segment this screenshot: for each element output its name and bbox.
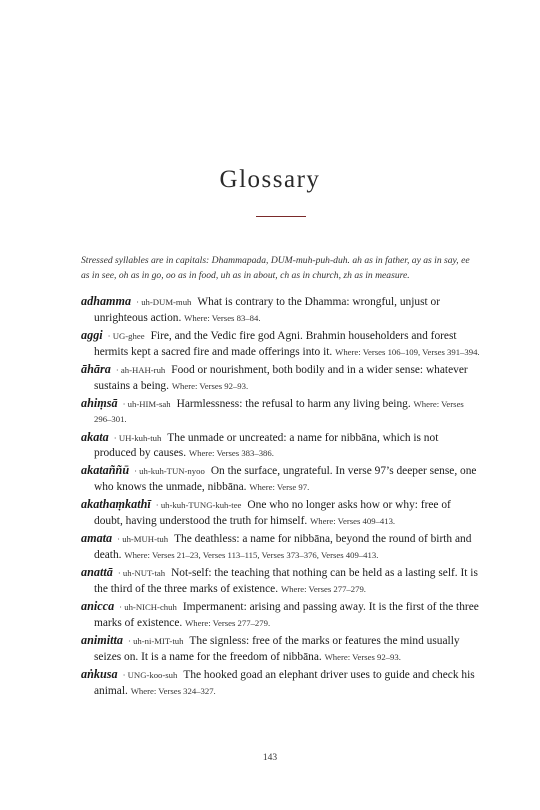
page-title: Glossary bbox=[219, 166, 321, 193]
entry-where: Where: Verses 409–413. bbox=[310, 516, 396, 527]
entry-term: aṅkusa bbox=[81, 666, 118, 681]
entry-definition: The unmade or uncreated: a name for nibbāna, which is not produced by causes. bbox=[94, 431, 439, 460]
entry-where: Where: Verses 83–84. bbox=[184, 312, 261, 323]
entry-where: Where: Verses 277–279. bbox=[185, 617, 271, 628]
page-number: 143 bbox=[262, 753, 278, 763]
entry-term: akathaṃkathī bbox=[81, 497, 151, 512]
entry-term: āhāra bbox=[81, 361, 111, 376]
entry-pronunciation: · uh-kuh-TUN-nyoo bbox=[134, 466, 205, 477]
entry-definition: The signless: free of the marks or features the mind usually seizes on. It is a name for the freedom of nibbāna. bbox=[94, 634, 460, 663]
glossary-entry bbox=[81, 463, 481, 496]
entry-pronunciation: · uh-kuh-TUNG-kuh-tee bbox=[155, 500, 242, 511]
entry-term: anicca bbox=[81, 599, 115, 614]
glossary-entry bbox=[81, 294, 481, 327]
entry-definition: The deathless: a name for nibbāna, beyond the round of birth and death. bbox=[94, 533, 472, 562]
glossary-entry bbox=[81, 667, 481, 700]
entry-definition: The hooked goad an elephant driver uses to guide and check his animal. bbox=[94, 668, 475, 697]
glossary-entry bbox=[81, 497, 481, 530]
entry-term: adhamma bbox=[81, 294, 132, 308]
entry-definition: One who no longer asks how or why: free of doubt, having understood the truth for himself. bbox=[94, 499, 451, 528]
glossary-entry bbox=[81, 633, 481, 666]
entry-definition: On the surface, ungrateful. In verse 97’s deeper sense, one who knows the unmade, nibbāna. bbox=[94, 465, 477, 494]
entry-definition: Impermanent: arising and passing away. It is the first of the three marks of existence. bbox=[94, 601, 479, 629]
entry-term: ahiṃsā bbox=[81, 395, 118, 410]
entry-where: Where: Verses 383–386. bbox=[188, 448, 274, 459]
entry-definition: Not-self: the teaching that nothing can be held as a lasting self. It is the third of the three marks of existence. bbox=[94, 567, 478, 595]
entry-term: amata bbox=[81, 531, 113, 546]
entry-definition: What is contrary to the Dhamma: wrongful, unjust or unrighteous action. bbox=[94, 296, 441, 324]
entry-pronunciation: · uh-ni-MIT-tuh bbox=[128, 635, 184, 646]
entry-where: Where: Verse 97. bbox=[249, 482, 310, 493]
glossary-entry bbox=[81, 396, 481, 429]
glossary-entry bbox=[81, 599, 481, 632]
glossary-entry bbox=[81, 362, 481, 395]
glossary-entry bbox=[81, 531, 481, 564]
entry-definition: Food or nourishment, both bodily and in a wider sense: whatever sustains a being. bbox=[94, 363, 468, 392]
entry-definition: Harmlessness: the refusal to harm any living being. bbox=[176, 397, 411, 410]
entry-pronunciation: · ah-HAH-ruh bbox=[115, 364, 166, 375]
entry-where: Where: Verses 92–93. bbox=[324, 651, 401, 662]
entry-pronunciation: · uh-HIM-sah bbox=[122, 398, 171, 409]
entry-where: Where: Verses 324–327. bbox=[130, 685, 216, 696]
entry-term: anattā bbox=[81, 565, 113, 580]
title-rule bbox=[256, 216, 306, 217]
entry-where: Where: Verses 106–109, Verses 391–394. bbox=[335, 346, 480, 357]
entry-term: akata bbox=[81, 429, 109, 444]
glossary-entry bbox=[81, 328, 481, 361]
glossary-entry bbox=[81, 430, 481, 463]
pronunciation-intro: Stressed syllables are in capitals: Dhammapada, DUM-muh-puh-duh. ah as in father, ay as in say, ee as in see, oh as in go, oo as in food, uh as in about, ch as in church, zh as in measure. bbox=[81, 255, 470, 281]
entry-pronunciation: · UH-kuh-tuh bbox=[113, 432, 162, 443]
entry-pronunciation: · uh-NUT-tah bbox=[117, 568, 166, 579]
entry-pronunciation: · UG-ghee bbox=[107, 330, 145, 341]
entry-pronunciation: · uh-MUH-tuh bbox=[117, 534, 169, 545]
entry-pronunciation: · uh-NICH-chuh bbox=[119, 602, 177, 613]
entry-definition: Fire, and the Vedic fire god Agni. Brahmin householders and forest hermits kept a sacred fire and made offerings into it. bbox=[94, 329, 457, 358]
entry-pronunciation: · UNG-koo-suh bbox=[122, 669, 178, 680]
entry-term: aggi bbox=[81, 327, 103, 342]
entry-term: akataññū bbox=[81, 463, 130, 478]
entry-where: Where: Verses 277–279. bbox=[280, 583, 366, 594]
glossary-entries bbox=[81, 294, 481, 701]
glossary-entry bbox=[81, 565, 481, 598]
entry-where: Where: Verses 296–301. bbox=[94, 398, 464, 425]
entry-term: animitta bbox=[81, 632, 123, 647]
entry-pronunciation: · uh-DUM-muh bbox=[136, 297, 192, 307]
entry-where: Where: Verses 21–23, Verses 113–115, Verses 373–376, Verses 409–413. bbox=[124, 550, 379, 561]
entry-where: Where: Verses 92–93. bbox=[171, 380, 249, 391]
